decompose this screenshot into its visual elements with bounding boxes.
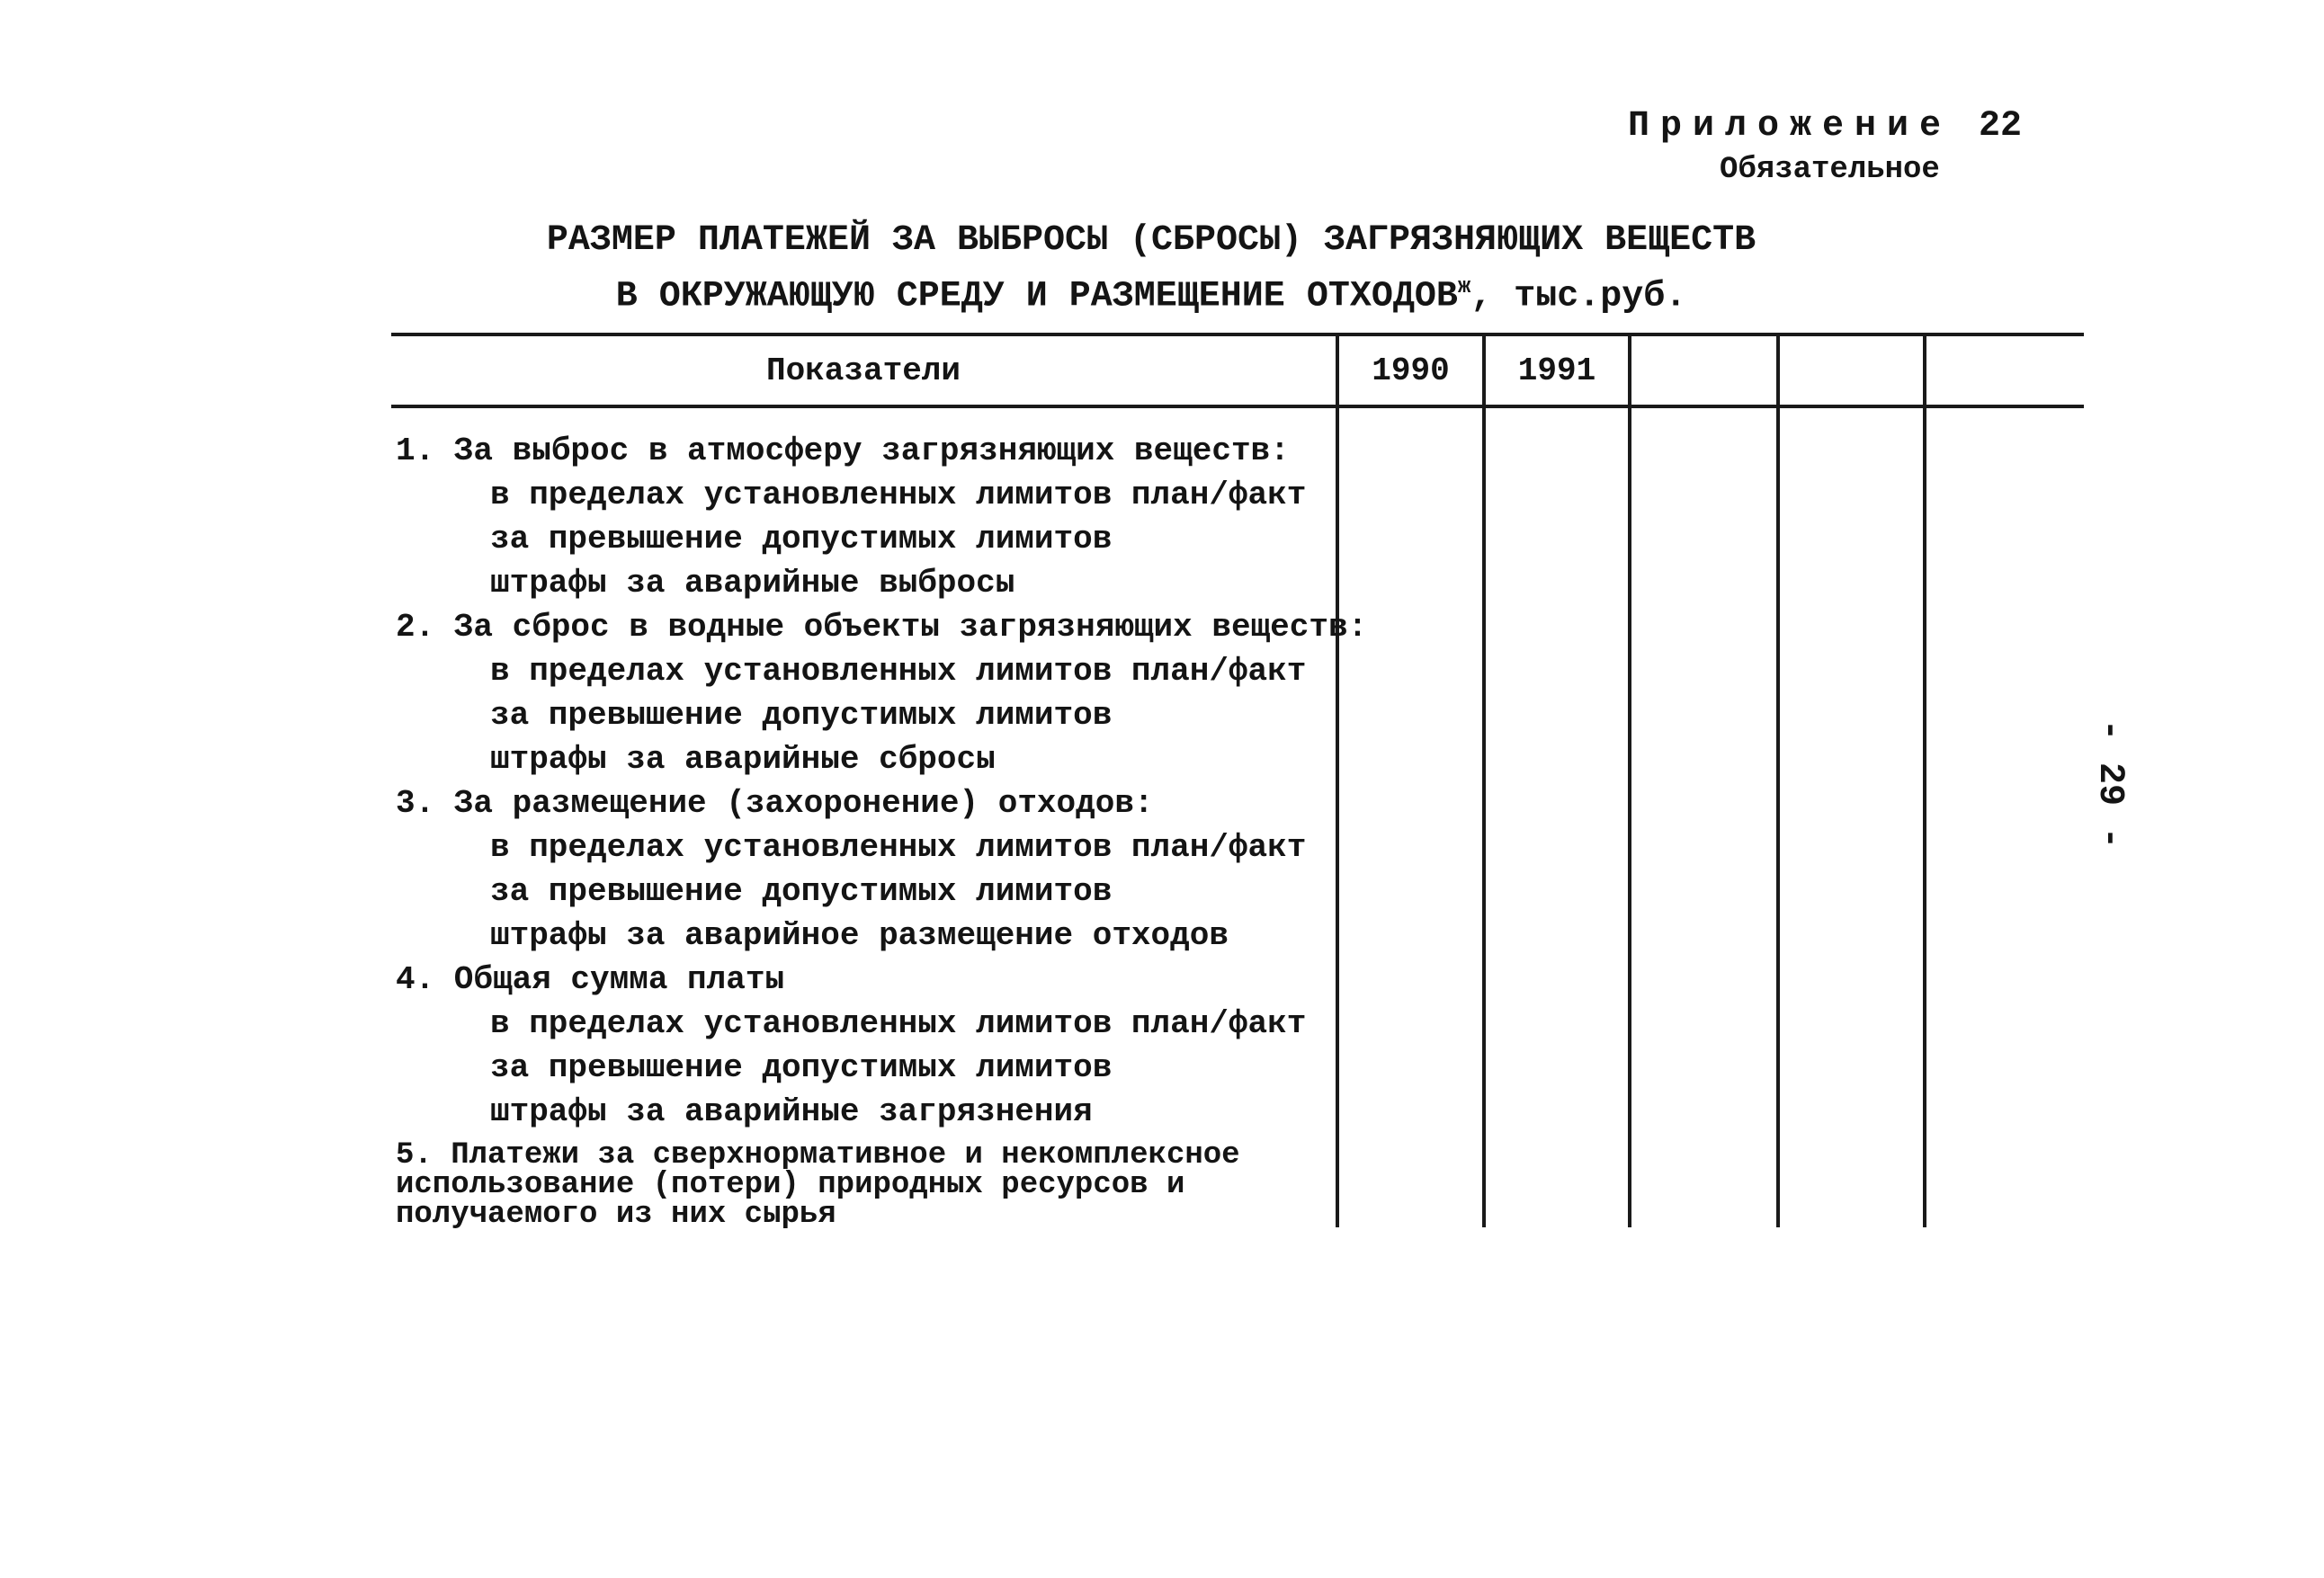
row-1-emergency-fines: штрафы за аварийные выбросы xyxy=(490,565,1015,602)
appendix-label: Приложение xyxy=(1628,106,1953,147)
row-section-2: 2. За сброс в водные объекты загрязняющих веществ: xyxy=(396,609,1368,646)
title-line-2 xyxy=(387,264,1916,320)
title-unit: , тыс.руб. xyxy=(1470,276,1687,317)
title-line-1: РАЗМЕР ПЛАТЕЖЕЙ ЗА ВЫБРОСЫ (СБРОСЫ) ЗАГРЯЗНЯЮЩИХ ВЕЩЕСТВ xyxy=(546,220,1756,261)
header-indicators: Показатели xyxy=(765,352,961,389)
document-title xyxy=(387,218,1916,320)
header-blank-col-6 xyxy=(1926,334,2084,406)
header-year-1991: 1991 xyxy=(1517,352,1596,389)
header-blank-col-4 xyxy=(1631,334,1776,406)
row-2-within-limits: в пределах установленных лимитов план/факт xyxy=(490,653,1307,690)
row-4-emergency-fines: штрафы за аварийные загрязнения xyxy=(490,1093,1093,1130)
row-section-3: 3. За размещение (захоронение) отходов: xyxy=(396,785,1154,822)
row-section-5-line-2: использование (потери) природных ресурсов и xyxy=(396,1168,1185,1202)
row-2-over-limits: за превышение допустимых лимитов xyxy=(490,697,1113,734)
row-1-within-limits: в пределах установленных лимитов план/факт xyxy=(490,477,1307,513)
footnote-mark: ж xyxy=(1457,275,1471,299)
appendix-heading xyxy=(1628,106,2022,147)
column-divider-1 xyxy=(1336,334,1339,1227)
row-section-1: 1. За выброс в атмосферу загрязняющих веществ: xyxy=(396,432,1290,469)
row-section-4: 4. Общая сумма платы xyxy=(396,961,785,998)
column-divider-5 xyxy=(1923,334,1926,1227)
row-section-5-line-1: 5. Платежи за сверхнормативное и некомплексное xyxy=(396,1138,1240,1172)
row-3-emergency-fines: штрафы за аварийное размещение отходов xyxy=(490,917,1229,954)
title-line-2-main: В ОКРУЖАЮЩУЮ СРЕДУ И РАЗМЕЩЕНИЕ ОТХОДОВ xyxy=(615,276,1458,317)
header-year-1990: 1990 xyxy=(1372,352,1450,389)
row-section-5-line-3: получаемого из них сырья xyxy=(396,1198,836,1232)
header-blank-col-5 xyxy=(1780,334,1923,406)
row-4-within-limits: в пределах установленных лимитов план/факт xyxy=(490,1005,1307,1042)
appendix-number: 22 xyxy=(1979,106,2023,147)
row-3-within-limits: в пределах установленных лимитов план/факт xyxy=(490,829,1307,866)
column-divider-2 xyxy=(1482,334,1486,1227)
row-4-over-limits: за превышение допустимых лимитов xyxy=(490,1049,1113,1086)
row-3-over-limits: за превышение допустимых лимитов xyxy=(490,873,1113,910)
page-number: - 29 - xyxy=(2089,719,2130,850)
appendix-status: Обязательное xyxy=(1720,153,1940,187)
row-1-over-limits: за превышение допустимых лимитов xyxy=(490,521,1113,557)
column-divider-4 xyxy=(1776,334,1780,1227)
row-2-emergency-fines: штрафы за аварийные сбросы xyxy=(490,741,996,778)
column-divider-3 xyxy=(1628,334,1631,1227)
